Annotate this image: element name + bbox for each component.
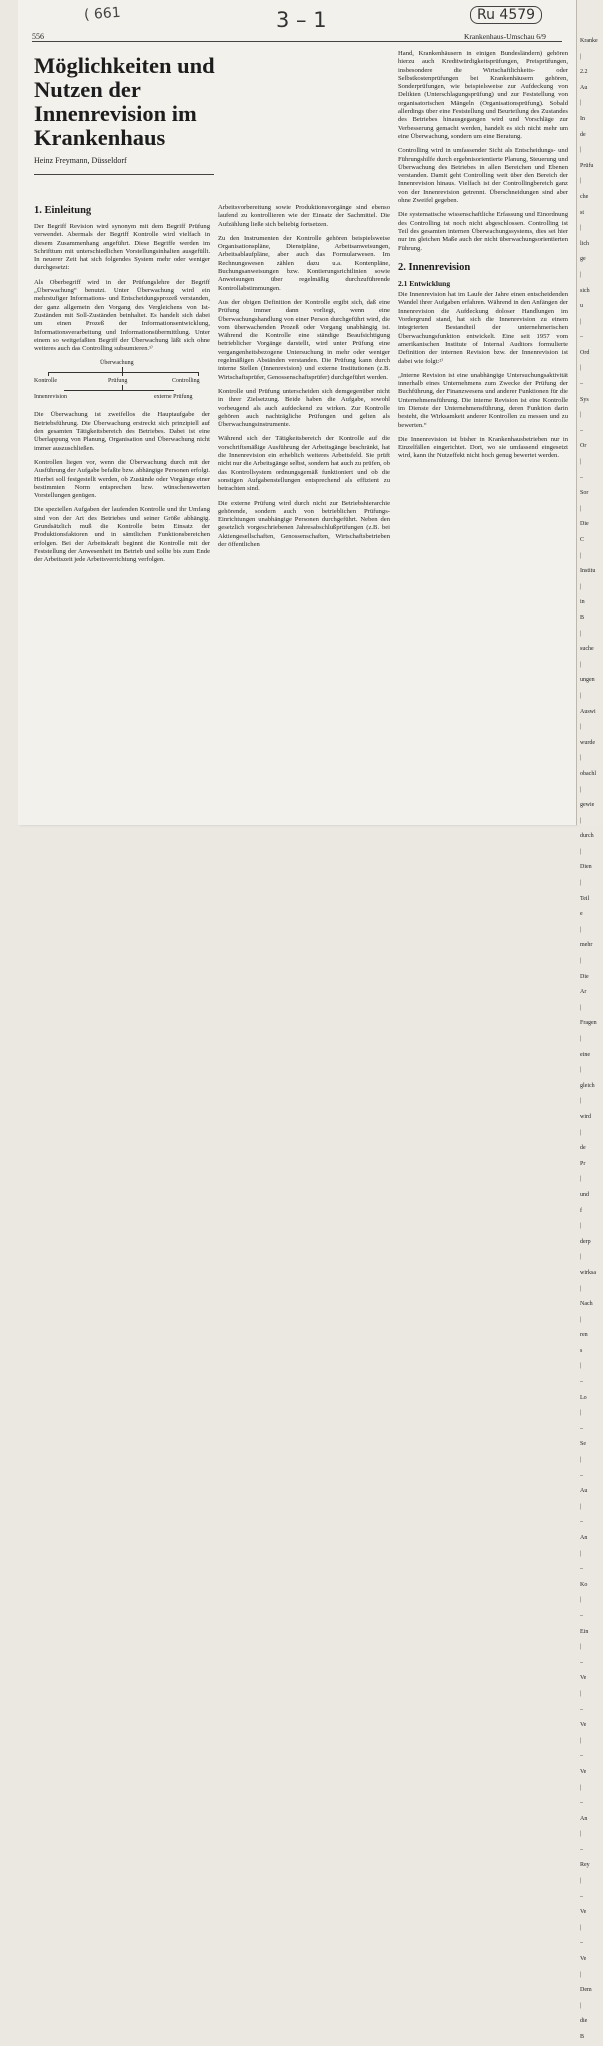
paragraph: Controlling wird in umfassender Sicht als Entscheidungs- und Führungshilfe durch ergebnisorientierte Planung, Steuerung und Überwachung des Betriebes in allen Bereichen und Ebenen verstanden. Damit geht Controlling weit über den Bereich der Innenrevision hinaus. Vielfach ist der Controllingbereich ganz von der Innenrevision getrennt. Überschneidungen sind aber ohne Zweifel gegeben. xyxy=(398,147,568,205)
paragraph: Die externe Prüfung wird durch nicht zur Betriebshierarchie gehörende, sondern auch von betrieblichen Prüfungs-Einrichtungen unabhängige Personen durchgeführt. Neben den gesetzlich vorgeschriebenen Jahresabschlußprüfungen (z.B. bei Aktiengesellschaften, Genossenschaften, Wirtschaftsbetrieben der öffentlichen xyxy=(218,499,390,548)
quotation: „Interne Revision ist eine unabhängige Untersuchungsaktivität innerhalb eines Unternehmens zum Zwecke der Prüfung der Buchführung, der Finanzwesens und anderer Funktionen für die Unternehmensführung. Die interne Revision ist eine Kontrolle im Dienste der Unternehmensführung, deren Funktion darin besteht, die Wirksamkeit anderer Kontrollen zu messen und zu bewerten.“ xyxy=(398,371,568,429)
diagram-label-right: Controlling xyxy=(172,378,200,385)
handwritten-note-right: Ru 4579 xyxy=(470,6,542,24)
author-line: Heinz Freymann, Düsseldorf xyxy=(34,156,127,165)
handwritten-note-left: ( 661 xyxy=(83,4,122,24)
diagram-label-middle: Prüfung xyxy=(108,378,128,385)
diagram-sublabel-left: Innenrevision xyxy=(34,394,67,401)
paragraph: Arbeitsvorbereitung sowie Produktionsvorgänge sind ebenso laufend zu kontrollieren wie der Einsatz der Sachmittel. Die Aufzählung ließe sich beliebig fortsetzen. xyxy=(218,204,390,228)
paragraph: Der Begriff Revision wird synonym mit dem Begriff Prüfung verwendet. Abermals der Begriff Kontrolle wird vielfach in diesem Zusammenhang angeführt. Diese Begriffe werden im Schrifttum mit unterschiedlichen Vorstellungsinhalten ausgefüllt. In neuerer Zeit hat sich folgendes System mehr oder weniger durchgesetzt: xyxy=(34,223,210,272)
paragraph: Die speziellen Aufgaben der laufenden Kontrolle und ihr Umfang sind von der Art des Betriebes und seiner Größe abhängig. Grundsätzlich muß die Kontrolle beim Einsatz der Produktionsfaktoren und in sämtlichen Funktionsbereichen erfolgen. Bei der Arbeitskraft beginnt die Kontrolle mit der Feststellung der Anwesenheit im Betrieb und sollte bis zum Ende der Arbeitszeit jede Arbeitsverrichtung verfolgen. xyxy=(34,506,210,564)
paragraph: Die Innenrevision ist bisher in Krankenhausbetrieben nur in Einzelfällen eingerichtet. Dort, wo sie umfassend eingesetzt wird, kann ihr Nutzeffekt nicht hoch genug bewertet werden. xyxy=(398,435,568,460)
running-header: Krankenhaus-Umschau 6/9 xyxy=(464,32,546,41)
paragraph: Aus der obigen Definition der Kontrolle ergibt sich, daß eine Prüfung immer dann vorliegt, wenn eine Überwachungshandlung von einer Person durchgeführt wird, die vom überwachenden Prozeß oder Vorgang unabhängig ist. Während die Kontrolle eine ständige Beaufsichtigung betrieblicher Vorgänge darstellt, wird unter Prüfung eine vergangenheitsbezogene Untersuchung in mehr oder weniger regelmäßigen Abständen verstanden. Die Prüfung kann durch interne Stellen (Innenrevision) und externe Institutionen (z.B. Wirtschaftsprüfer, Genossenschaftsprüfer) durchgeführt werden. xyxy=(218,298,390,381)
paragraph: Zu den Instrumenten der Kontrolle gehören beispielsweise Organisationspläne, Dienstpläne, Arbeitsanweisungen, Arbeitsablaufpläne, aber auch das Formularwesen. Im Rechnungswesen zählen dazu u.a. Kontenpläne, Buchungsanweisungen bzw. Kontierungsrichtlinien sowie Anweisungen über regelmäßig durchzuführende Kontrollabstimmungen. xyxy=(218,234,390,292)
page-number: 556 xyxy=(32,32,44,41)
diagram-sublabel-right: externe Prüfung xyxy=(154,394,193,401)
section-heading-innenrevision: 2. Innenrevision xyxy=(398,261,471,273)
adjacent-page-text: Kranke | 2.2 Au | In de | Prüfu | che st | lich ge | sich u | – Ord | – Sys | – Or | – Sor | Die C | Institu | in B | suche | ungen | Auswi | wurde | obachl | gewie | durch | Dien | Teil e | mehr | Die Ar | Fragen | eine | gleich | wird | de Pr | und f | derp | wirksa | Nach | ren s | – Lo | – Se | – Au | – An | – Ko | – Ein | – Ve | – Ve | – Ve | – An | – Rey | – Ve | – Ve | Dem | die B xyxy=(580,38,598,2040)
paragraph: Während sich der Tätigkeitsbereich der Kontrolle auf die vorschriftsmäßige Ausführung der Arbeitsgänge beschränkt, hat die Innenrevision ein erheblich weiteres Arbeitsfeld. Sie prüft nicht nur die Arbeitsgänge selbst, sondern hat auch zu prüfen, ob das Kontrollsystem ordnungsgemäß funktioniert und ob die sonstigen Aufgabenstellungen entsprechend als effizient zu betrachten sind. xyxy=(218,435,390,493)
paragraph: Kontrollen liegen vor, wenn die Überwachung durch mit der Ausführung der Aufgabe befaßte bzw. abhängige Personen erfolgt. Hierbei soll festgestellt werden, ob Zustände oder Vorgänge einer bestimmten Norm entsprechen bzw. wünschenswerten Vorstellungen genügen. xyxy=(34,458,210,500)
paragraph: Kontrolle und Prüfung unterscheiden sich demgegenüber nicht in ihrer Zielsetzung. Beide haben die Aufgabe, sowohl vorbeugend als auch aufdeckend zu wirken. Zur Kontrolle gehören auch nachträgliche Prüfungen und gelten als Überwachungsinstrumente. xyxy=(218,387,390,429)
title-rule xyxy=(34,174,214,175)
overview-diagram xyxy=(34,359,210,403)
handwritten-note-middle: 3 – 1 xyxy=(276,8,327,32)
paragraph: Die Überwachung ist zweifellos die Hauptaufgabe der Betriebsführung. Die Überwachung erstreckt sich prinzipiell auf den gesamten Tätigkeitsbereich des Betriebes. Dabei ist eine Überlappung von Planung, Organisation und Überwachung nicht immer auszuschließen. xyxy=(34,411,210,452)
paragraph: Die Innenrevision hat im Laufe der Jahre einen entscheidenden Wandel ihrer Aufgaben erfahren. Während in den Anfängen der Innenrevision die Aufdeckung doloser Handlungen im Vordergrund stand, hat sich die Innenrevision zu einem integrierten Bestandteil der unternehmerischen Überwachungsfunktion entwickelt. Eine seit 1957 vom amerikanischen Institute of Internal Auditors formulierte Definition der internen Revision bzw. der Innenrevision ist dabei wie folgt:²⁾ xyxy=(398,291,568,365)
header-rule xyxy=(32,41,562,42)
column-1 xyxy=(34,204,210,571)
column-2 xyxy=(218,204,390,555)
document-page xyxy=(18,0,576,825)
section-heading-einleitung: 1. Einleitung xyxy=(34,205,92,216)
subsection-heading-entwicklung: 2.1 Entwicklung xyxy=(398,278,451,288)
paragraph: Hand, Krankenhäusern in einigen Bundesländern) gehören hierzu auch Kreditwürdigkeitsprüfungen, Preisprüfungen, insbesondere die Wirtschaftlichkeits- oder Selbstkostenprüfungen bei Krankenhäusern gehören, Sonderprüfungen, wie beispielsweise zur Aufdeckung von Delikten (Unterschlagungsprüfung) und zur Feststellung von organisatorischen Mängeln (Organisationsprüfung). Sobald allerdings über eine Feststellung und Beurteilung des Zustandes des Betriebes hinausgegangen wird und Vorschläge zur Verbesserung gemacht werden, handelt es sich nicht mehr um eine Überwachung, sondern um eine Beratung. xyxy=(398,50,568,140)
diagram-label-top: Überwachung xyxy=(100,360,134,367)
paragraph: Die systematische wissenschaftliche Erfassung und Einordnung des Controlling ist noch nicht abgeschlossen. Controlling ist Teil des gesamten internen Überwachungssystems, dies sei hier nur im gleichen Maße auch der nicht überwachungsorientierten Führung. xyxy=(398,211,568,252)
paragraph: Als Oberbegriff wird in der Prüfungslehre der Begriff „Überwachung“ benutzt. Unter Überwachung wird ein mehrstufiger Informations- und Entscheidungsprozeß verstanden, der ganz allgemein den Vorgang des Vergleichens von Ist-Zuständen mit Soll-Zuständen beinhaltet. Es handelt sich dabei um einen Prozeß der Informationsentwicklung, Informationsverarbeitung und Informationsübermittlung. Unter einem so weitgefaßten Begriff der Überwachung läßt sich ohne weiteres auch das Controlling subsumieren.¹⁾ xyxy=(34,278,210,353)
article-title: Möglichkeiten und Nutzen der Innenrevision im Krankenhaus xyxy=(34,53,215,150)
diagram-label-left: Kontrolle xyxy=(34,378,57,385)
column-3 xyxy=(398,50,568,467)
adjacent-page-edge xyxy=(576,0,603,2040)
